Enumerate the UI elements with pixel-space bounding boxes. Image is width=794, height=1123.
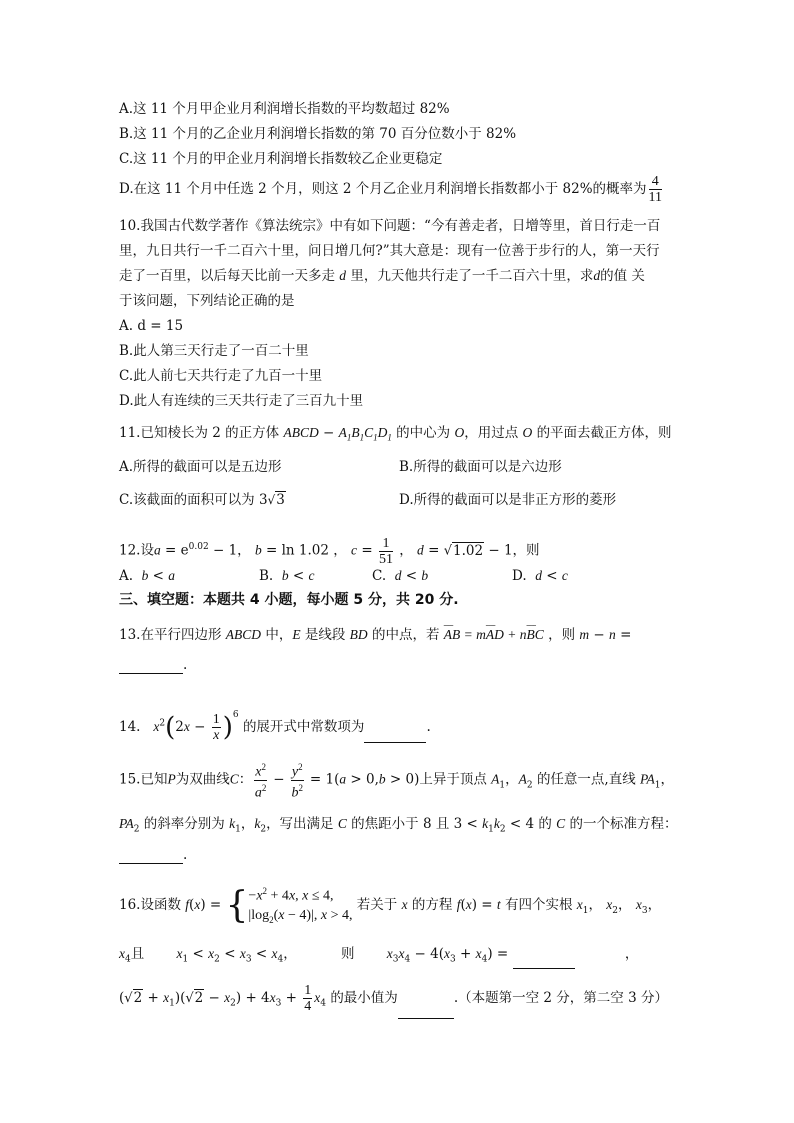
q13-vector-equation: ــــ AB = mــــ AD + nــــ BC — [444, 627, 544, 642]
q10-option-c: C.此人前七天共行走了九百一十里 — [119, 368, 323, 384]
q12-text-end: ，则 — [512, 542, 540, 559]
q13-text-c: 是线段 — [304, 627, 346, 643]
q11-stem: 11.已知棱长为 2 的正方体 ABCD − $A_1B_1C_1D_1$ 的中心为 O，用过点 O 的平面去截正方体，则 — [119, 425, 672, 443]
q15-answer-blank[interactable]: . — [119, 846, 187, 864]
q13-answer-blank[interactable]: . — [119, 656, 187, 674]
q11-text-b: 的中心为 — [396, 425, 451, 441]
q16-text-c: 的方程 — [411, 897, 453, 914]
q14-text: 的展开式中常数项为 — [242, 719, 365, 735]
q16-answer-blank-2[interactable] — [398, 1004, 454, 1019]
q10-text-c: 的值 关 — [600, 268, 645, 284]
q10-text-a: 走了一百里，以后每天比前一天多走 — [119, 268, 335, 284]
point-o: O — [454, 425, 465, 440]
fraction-denominator: 11 — [648, 190, 663, 205]
q16-stem-line-3: $(√2 + x_1)(√2 - x_2) + 4x_3$ + $\frac{1}{4}$ $x_4$ 的最小值为 .（本题第一空 2 分，第二空 3 分） — [119, 983, 668, 1019]
q12-text-a: 12.设 — [119, 542, 154, 559]
q14-number: 14. — [119, 719, 141, 735]
option-label: A. — [119, 568, 134, 584]
q16-piecewise: $-x^2 + 4x$, x ≤ 4, $|\log_2(x - 4)|$, x > 4, — [248, 886, 353, 925]
q10-stem-line-1: 10.我国古代数学著作《算法统宗》中有如下问题：“今有善走者，日增等里，首日行走一百 — [119, 218, 661, 234]
q10-stem-line-3 — [119, 267, 645, 285]
q15-stem-line-2: $PA_2$ 的斜率分别为 $k_1$，$k_2$，写出满足 C 的焦距小于 8 且 $3 < k_1k_2 < 4$ 的 C 的一个标准方程： — [119, 816, 678, 835]
q16-text-line2a: 且 — [130, 946, 145, 962]
q15-text-d: 的任意一点,直线 — [536, 771, 636, 788]
q11-text-c: ，用过点 — [464, 425, 519, 441]
q15-text-line2c: 的焦距小于 8 且 — [351, 816, 450, 832]
q16-stem: 16.设函数 $f(x) = \{-x^2 + 4x$, x ≤ 4, $|\log_2(x - 4)|$, x > 4, 若关于 x 的方程 f(x) = t 有四个实根 $x_1$， $x_2$， $x_3$， — [119, 882, 661, 931]
q11-option-d: D.所得的截面可以是非正方形的菱形 — [399, 492, 617, 508]
q11-text-d: 的平面去截正方体，则 — [536, 425, 672, 441]
var-d: d — [339, 268, 347, 283]
q12-stem: 12.设$a = e^{0.02} - 1$， b = ln 1.02 ， c = $\frac{1}{51}$ ， d = √1.02 − 1，则 — [119, 535, 540, 567]
q16-text-line3b: .（本题第一空 2 分，第二空 3 分） — [453, 990, 668, 1006]
q10-stem-line-2: 里，九日共行一千二百六十里，问日增几何?”其大意是：现有一位善于步行的人，第一天行 — [119, 243, 660, 259]
q9-option-a: A.这 11 个月甲企业月利润增长指数的平均数超过 82% — [119, 101, 450, 117]
q13-stem: 13.在平行四边形 ABCD 中，E 是线段 BD 的中点，若 ــــ AB = mــــ AD + nــــ BC ，则 m − n = — [119, 626, 631, 644]
q9-option-d-fraction — [649, 174, 662, 205]
q10-stem-line-4: 于该问题，下列结论正确的是 — [119, 293, 295, 309]
q12-option-d: D. d < c — [512, 568, 568, 584]
q11-text-a: 11.已知棱长为 2 的正方体 — [119, 425, 280, 441]
q9-option-d-text: D.在这 11 个月中任选 2 个月，则这 2 个月乙企业月利润增长指数都小于 82%的概率为 — [119, 181, 647, 197]
q16-text-d: 有四个实根 — [504, 897, 573, 914]
q14-answer-blank[interactable] — [364, 728, 426, 743]
q13-text-b: 中， — [265, 627, 293, 643]
q15-text-a: 15.已知 — [119, 771, 168, 788]
q10-text-b: 里，九天他共行走了一千二百六十里，求 — [350, 268, 594, 284]
q11-option-c-value: 3√3 — [258, 492, 285, 508]
q16-answer-blank-1[interactable] — [513, 954, 575, 969]
option-label: C. — [372, 568, 387, 584]
q10-option-d: D.此人有连续的三天共行走了三百九十里 — [119, 393, 364, 409]
q11-option-c-text: C.该截面的面积可以为 — [119, 492, 255, 508]
cube-name: ABCD — [283, 425, 319, 440]
q9-option-b: B.这 11 个月的乙企业月利润增长指数的第 70 百分位数小于 82% — [119, 126, 517, 142]
q10-option-b: B.此人第三天行走了一百二十里 — [119, 343, 309, 359]
option-label: B. — [259, 568, 274, 584]
q13-text-a: 13.在平行四边形 — [119, 627, 222, 643]
q9-option-d — [119, 174, 664, 205]
q16-stem-line-2: $x_4$且 $x_1 < x_2 < x_3 < x_4$， 则 $x_3x_4 - 4(x_3 + x_4)$ = ， — [119, 945, 638, 969]
point-o: O — [522, 425, 533, 440]
q11-option-a: A.所得的截面可以是五边形 — [119, 459, 282, 475]
q12-option-c: C. d < b — [372, 568, 429, 584]
q16-text-line2b: 则 — [340, 946, 355, 962]
q15-text-line2e: 的一个标准方程： — [569, 816, 678, 832]
fraction-numerator: 4 — [649, 174, 662, 190]
var-d: d — [593, 268, 601, 283]
q12-formula: a — [153, 542, 161, 558]
q14-stem: 14. $x^2(2x$ − $\frac{1}{x}$ )$^6$ 的展开式中常数项为 . — [119, 710, 431, 743]
q16-text-line3a: 的最小值为 — [330, 990, 398, 1006]
q11-option-b: B.所得的截面可以是六边形 — [399, 459, 562, 475]
q15-text-line2b: ，写出满足 — [266, 816, 334, 832]
q14-expression: x — [153, 719, 160, 734]
option-label: D. — [512, 568, 527, 584]
q9-option-c: C.这 11 个月的甲企业月利润增长指数较乙企业更稳定 — [119, 151, 443, 167]
q13-text-d: 的中点，若 — [371, 627, 440, 643]
q15-stem: 15.已知P为双曲线C： $\frac{x^2}{a^2}$ − $\frac{y^2}{b^2}$ = 1(a > 0,b > 0)上异于顶点 $A_1$，$A_2$ 的任意一点,直线 $PA_1$， — [119, 762, 675, 801]
q10-option-a: A. d = 15 — [119, 318, 184, 334]
q15-text-c: 上异于顶点 — [419, 771, 487, 788]
section-three-heading: 三、填空题：本题共 4 小题，每小题 5 分，共 20 分. — [119, 592, 459, 608]
q13-text-e: ，则 — [548, 627, 576, 643]
q12-option-a: A. b < a — [119, 568, 176, 584]
q15-text-line2a: 的斜率分别为 — [143, 816, 225, 832]
q12-fraction: $\frac{1}{51}$ — [378, 535, 393, 567]
q15-text-b: 为双曲线 — [175, 771, 230, 788]
q11-option-c — [119, 491, 286, 509]
cube-name-top: $A_1B_1C_1D_1$ — [338, 425, 392, 443]
q12-option-b: B. b < c — [259, 568, 315, 584]
q15-text-line2d: 的 — [538, 816, 552, 832]
q16-text-b: 若关于 — [356, 897, 398, 914]
q16-text-a: 16.设函数 — [119, 897, 181, 914]
